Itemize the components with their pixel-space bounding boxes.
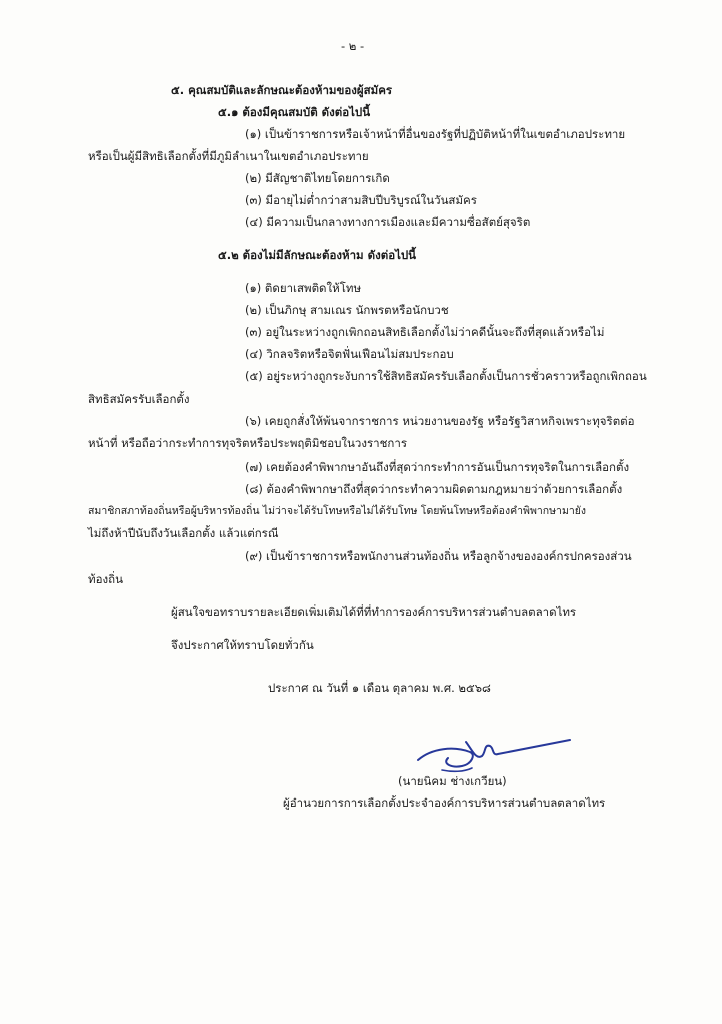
prohibition-item: (๕) อยู่ระหว่างถูกระงับการใช้สิทธิสมัครรับเลือกตั้งเป็นการชั่วคราวหรือถูกเพิกถอน [245, 369, 647, 383]
contact-note: ผู้สนใจขอทราบรายละเอียดเพิ่มเติมได้ที่ที่ทำการองค์การบริหารส่วนตำบลตลาดไทร [171, 605, 577, 619]
page-number: - ๒ - [341, 39, 365, 53]
section-5-2-heading: ๕.๒ ต้องไม่มีลักษณะต้องห้าม ดังต่อไปนี้ [218, 248, 417, 262]
prohibition-item-cont: หน้าที่ หรือถือว่ากระทำการทุจริตหรือประพฤติมิชอบในวงราชการ [88, 436, 408, 450]
prohibition-item-cont: สิทธิสมัครรับเลือกตั้ง [88, 392, 190, 406]
qualification-item: (๒) มีสัญชาติไทยโดยการเกิด [245, 171, 390, 185]
prohibition-item: (๔) วิกลจริตหรือจิตฟั่นเฟือนไม่สมประกอบ [245, 347, 454, 361]
qualification-item: (๑) เป็นข้าราชการหรือเจ้าหน้าที่อื่นของรัฐที่ปฏิบัติหน้าที่ในเขตอำเภอประทาย [245, 127, 626, 141]
prohibition-item: (๘) ต้องคำพิพากษาถึงที่สุดว่ากระทำความผิดตามกฎหมายว่าด้วยการเลือกตั้ง [245, 482, 623, 496]
signer-name: (นายนิคม ช่างเกวียน) [398, 774, 507, 788]
qualification-item: (๔) มีความเป็นกลางทางการเมืองและมีความซื่อสัตย์สุจริต [245, 215, 531, 229]
prohibition-item: (๑) ติดยาเสพติดให้โทษ [245, 281, 362, 295]
prohibition-item: (๗) เคยต้องคำพิพากษาอันถึงที่สุดว่ากระทำการอันเป็นการทุจริตในการเลือกตั้ง [245, 460, 630, 474]
prohibition-item: (๓) อยู่ในระหว่างถูกเพิกถอนสิทธิเลือกตั้งไม่ว่าคดีนั้นจะถึงที่สุดแล้วหรือไม่ [245, 325, 605, 339]
section-5-1-heading: ๕.๑ ต้องมีคุณสมบัติ ดังต่อไปนี้ [218, 105, 371, 119]
prohibition-item: (๖) เคยถูกสั่งให้พ้นจากราชการ หน่วยงานของรัฐ หรือรัฐวิสาหกิจเพราะทุจริตต่อ [245, 414, 635, 428]
prohibition-item-cont: สมาชิกสภาท้องถิ่นหรือผู้บริหารท้องถิ่น ไม่ว่าจะได้รับโทษหรือไม่ได้รับโทษ โดยพ้นโทษหรือต้องคำพิพากษามายัง [88, 505, 587, 517]
announce-note: จึงประกาศให้ทราบโดยทั่วกัน [171, 638, 314, 652]
prohibition-item-cont: ไม่ถึงห้าปีนับถึงวันเลือกตั้ง แล้วแต่กรณี [88, 526, 279, 540]
prohibition-item: (๒) เป็นภิกษุ สามเณร นักพรตหรือนักบวช [245, 303, 449, 317]
signer-title: ผู้อำนวยการการเลือกตั้งประจำองค์การบริหารส่วนตำบลตลาดไทร [283, 796, 606, 810]
qualification-item: (๓) มีอายุไม่ต่ำกว่าสามสิบปีบริบูรณ์ในวันสมัคร [245, 193, 477, 207]
section-5-heading: ๕. คุณสมบัติและลักษณะต้องห้ามของผู้สมัคร [171, 83, 393, 97]
prohibition-item-cont: ท้องถิ่น [88, 572, 123, 586]
date-line: ประกาศ ณ วันที่ ๑ เดือน ตุลาคม พ.ศ. ๒๕๖๘ [268, 681, 491, 695]
prohibition-item: (๙) เป็นข้าราชการหรือพนักงานส่วนท้องถิ่น หรือลูกจ้างขององค์กรปกครองส่วน [245, 549, 632, 563]
qualification-item-cont: หรือเป็นผู้มีสิทธิเลือกตั้งที่มีภูมิลำเนาในเขตอำเภอประทาย [88, 149, 369, 163]
